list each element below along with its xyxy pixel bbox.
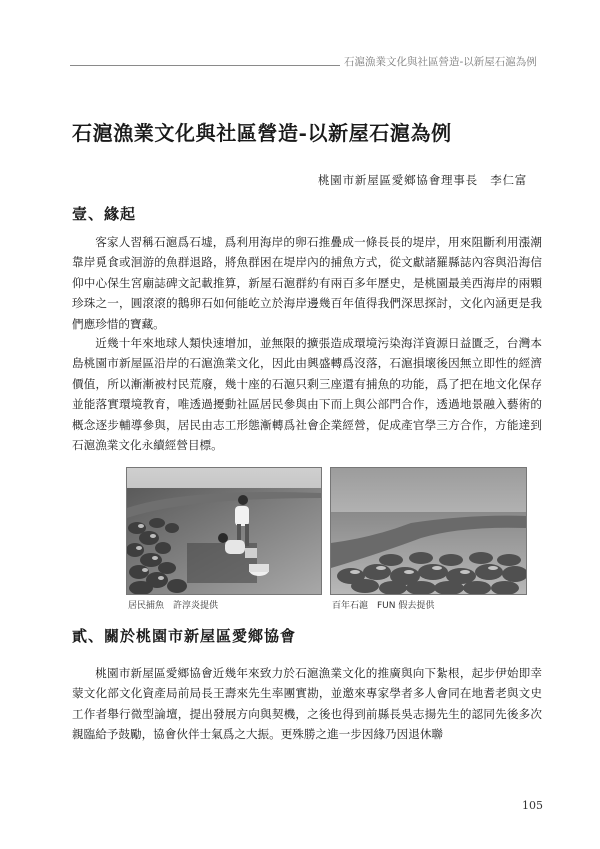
- photo-caption-2: 百年石滬 FUN 假去提供: [332, 601, 435, 611]
- section-heading-origin: 壹、緣起: [72, 205, 137, 223]
- photo-caption-1: 居民捕魚 許淳炎提供: [128, 601, 219, 611]
- author-byline: 桃園市新屋區愛鄉協會理事長 李仁富: [318, 173, 528, 187]
- paragraph-origin-1: 客家人習稱石滬爲石墟，爲利用海岸的卵石推疊成一條長長的堤岸，用來阻斷利用漲潮靠岸覓食或洄游的魚群退路，將魚群困在堤岸內的捕魚方式，從文獻諸羅縣誌內容與沿海信仰中心保生宮廟誌碑文記載推算，新屋石滬群約有兩百多年歷史，是桃園最美西海岸的兩顆珍珠之一，圓滾滾的鵝卵石如何能屹立於海岸邊幾百年值得我們深思探討，文化內涵更是我們應珍惜的寶藏。: [72, 235, 542, 331]
- article-title: 石滬漁業文化與社區營造-以新屋石滬為例: [72, 121, 452, 145]
- page-number: 105: [522, 799, 543, 812]
- running-header-title: 石滬漁業文化與社區營造-以新屋石滬為例: [344, 56, 537, 68]
- photo-century-old-weir: [330, 467, 527, 595]
- paragraph-origin-2: 近幾十年來地球人類快速增加，並無限的擴張造成環境污染海洋資源日益匱乏，台灣本島桃園市新屋區沿岸的石滬漁業文化，因此由興盛轉爲沒落，石滬損壞後因無立即性的經濟價值，所以漸漸被村民荒廢，幾十座的石滬只剩三座還有捕魚的功能，爲了把在地文化保存並能落實環境教育，唯透過擾動社區居民參與由下而上與公部門合作，透過地景融入藝術的概念逐步輔導參與，居民由志工形態漸轉爲社會企業經營，促成產官學三方合作，方能達到石滬漁業文化永續經營目標。: [72, 336, 542, 453]
- header-rule: [70, 65, 340, 66]
- paragraph-association-1: 桃園市新屋區愛鄉協會近幾年來致力於石滬漁業文化的推廣與向下紮根，起步伊始即幸蒙文化部文化資產局前局長王壽來先生率團實勘，並邀來專家學者多人會同在地耆老與文史工作者舉行微型論壇，提出發展方向與契機，之後也得到前縣長吳志揚先生的認同先後多次親臨給予鼓勵，協會伙伴士氣爲之大振。更殊勝之進一步因緣乃因退休聯: [72, 666, 542, 742]
- running-header: [0, 52, 600, 72]
- photo-residents-fishing: [126, 467, 322, 595]
- section-heading-association: 貳、關於桃園市新屋區愛鄉協會: [72, 627, 297, 645]
